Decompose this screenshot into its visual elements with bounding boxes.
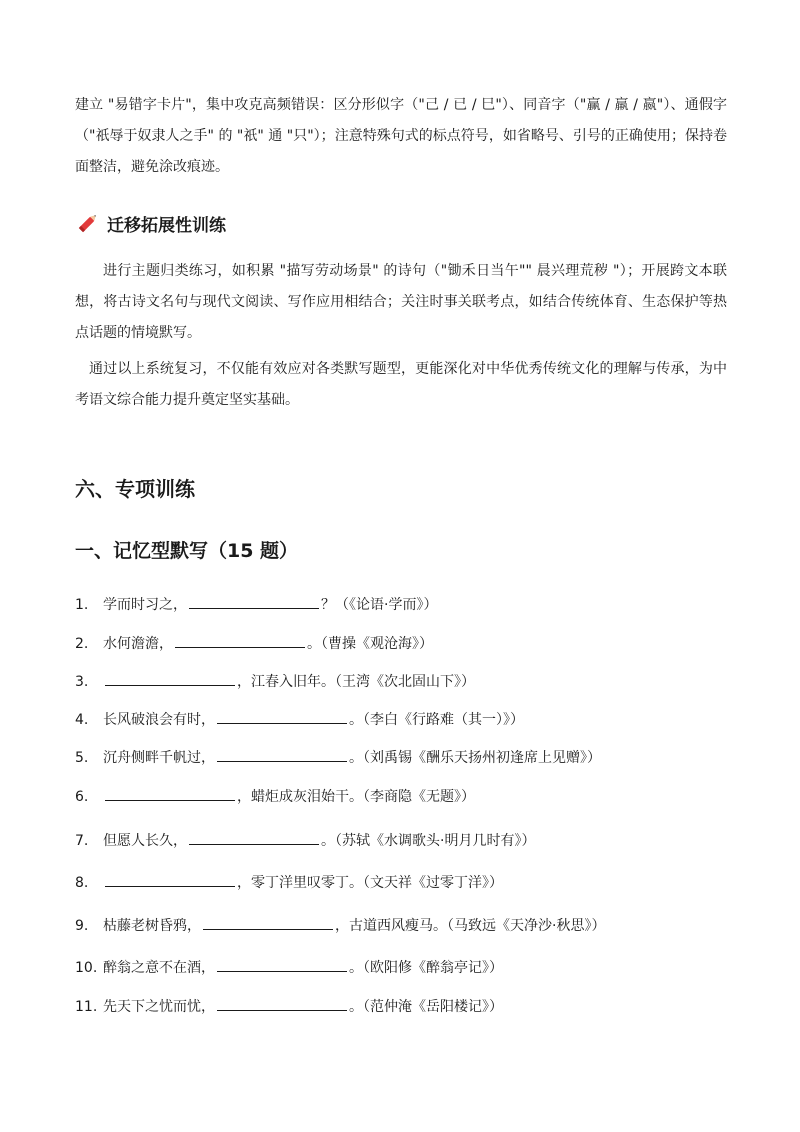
question-number: 8.	[75, 875, 89, 891]
question-text-after: 。（刘禹锡《酬乐天扬州初逢席上见赠》）	[349, 750, 601, 766]
summary-paragraph: 通过以上系统复习，不仅能有效应对各类默写题型，更能深化对中华优秀传统文化的理解与传承，为中考语文综合能力提升奠定坚实基础。	[75, 361, 727, 408]
answer-blank[interactable]	[189, 594, 319, 609]
question-text-before: 沉舟侧畔千帆过，	[103, 750, 215, 766]
intro-paragraph: 建立 "易错字卡片"，集中攻克高频错误：区分形似字（"己 / 已 / 巳"）、同音字（"赢 / 羸 / 嬴"）、通假字（"祇辱于奴隶人之手" 的 "祇" 通 "只"）；注意特殊句式的标点符号，如省略号、引号的正确使用；保持卷面整洁，避免涂改痕迹。	[75, 97, 727, 175]
question-text-after: 。（苏轼《水调歌头·明月几时有》）	[321, 833, 536, 849]
question-text-before: 醉翁之意不在酒，	[103, 960, 215, 976]
question-item	[75, 915, 605, 936]
question-item	[75, 594, 437, 615]
question-text-before: 先天下之忧而忧，	[103, 999, 215, 1015]
question-number: 11.	[75, 999, 98, 1015]
question-text-after: ，零丁洋里叹零丁。（文天祥《过零丁洋》）	[237, 875, 503, 891]
answer-blank[interactable]	[105, 872, 235, 887]
answer-blank[interactable]	[105, 786, 235, 801]
question-text-before: 枯藤老树昏鸦，	[103, 918, 201, 934]
question-text-before: 长风破浪会有时，	[103, 712, 215, 728]
question-text-after: ，蜡炬成灰泪始干。（李商隐《无题》）	[237, 789, 475, 805]
question-text-after: 。（李白《行路难（其一）》）	[349, 712, 524, 728]
question-item	[75, 633, 433, 654]
transfer-section-title: 迁移拓展性训练	[107, 215, 226, 236]
question-item	[75, 996, 503, 1017]
question-text-before: 但愿人长久，	[103, 833, 187, 849]
question-text-before: 水何澹澹，	[103, 636, 173, 652]
question-number: 10.	[75, 960, 98, 976]
answer-blank[interactable]	[175, 633, 305, 648]
question-item	[75, 671, 475, 692]
question-number: 9.	[75, 918, 89, 934]
question-number: 5.	[75, 750, 89, 766]
answer-blank[interactable]	[217, 709, 347, 724]
question-number: 7.	[75, 833, 89, 849]
subsection-title: 一、记忆型默写（15 题）	[75, 540, 299, 562]
question-number: 6.	[75, 789, 89, 805]
question-text-before: 学而时习之，	[103, 597, 187, 613]
question-number: 3.	[75, 674, 89, 690]
answer-blank[interactable]	[217, 957, 347, 972]
question-item	[75, 830, 535, 851]
question-text-after: 。（欧阳修《醉翁亭记》）	[349, 960, 503, 976]
question-text-after: 。（范仲淹《岳阳楼记》）	[349, 999, 503, 1015]
answer-blank[interactable]	[217, 747, 347, 762]
answer-blank[interactable]	[203, 915, 333, 930]
question-text-after: ？（《论语·学而》）	[321, 597, 438, 613]
question-number: 1.	[75, 597, 89, 613]
question-item	[75, 786, 475, 807]
answer-blank[interactable]	[189, 830, 319, 845]
answer-blank[interactable]	[217, 996, 347, 1011]
question-item	[75, 747, 601, 768]
question-text-after: ，古道西风瘦马。（马致远《天净沙·秋思》）	[335, 918, 606, 934]
question-item	[75, 709, 524, 730]
question-number: 4.	[75, 712, 89, 728]
transfer-paragraph: 进行主题归类练习，如积累 "描写劳动场景" 的诗句（"锄禾日当午"" 晨兴理荒秽 "）；开展跨文本联想，将古诗文名句与现代文阅读、写作应用相结合；关注时事关联考点，如结合传统体育、生态保护等热点话题的情境默写。	[75, 263, 727, 341]
transfer-section-heading	[75, 210, 226, 236]
answer-blank[interactable]	[105, 671, 235, 686]
question-number: 2.	[75, 636, 89, 652]
section-title: 六、专项训练	[75, 477, 195, 501]
question-text-after: ，江春入旧年。（王湾《次北固山下》）	[237, 674, 475, 690]
pencil-icon	[75, 210, 101, 236]
question-item	[75, 957, 503, 978]
question-text-after: 。（曹操《观沧海》）	[307, 636, 433, 652]
question-item	[75, 872, 503, 893]
